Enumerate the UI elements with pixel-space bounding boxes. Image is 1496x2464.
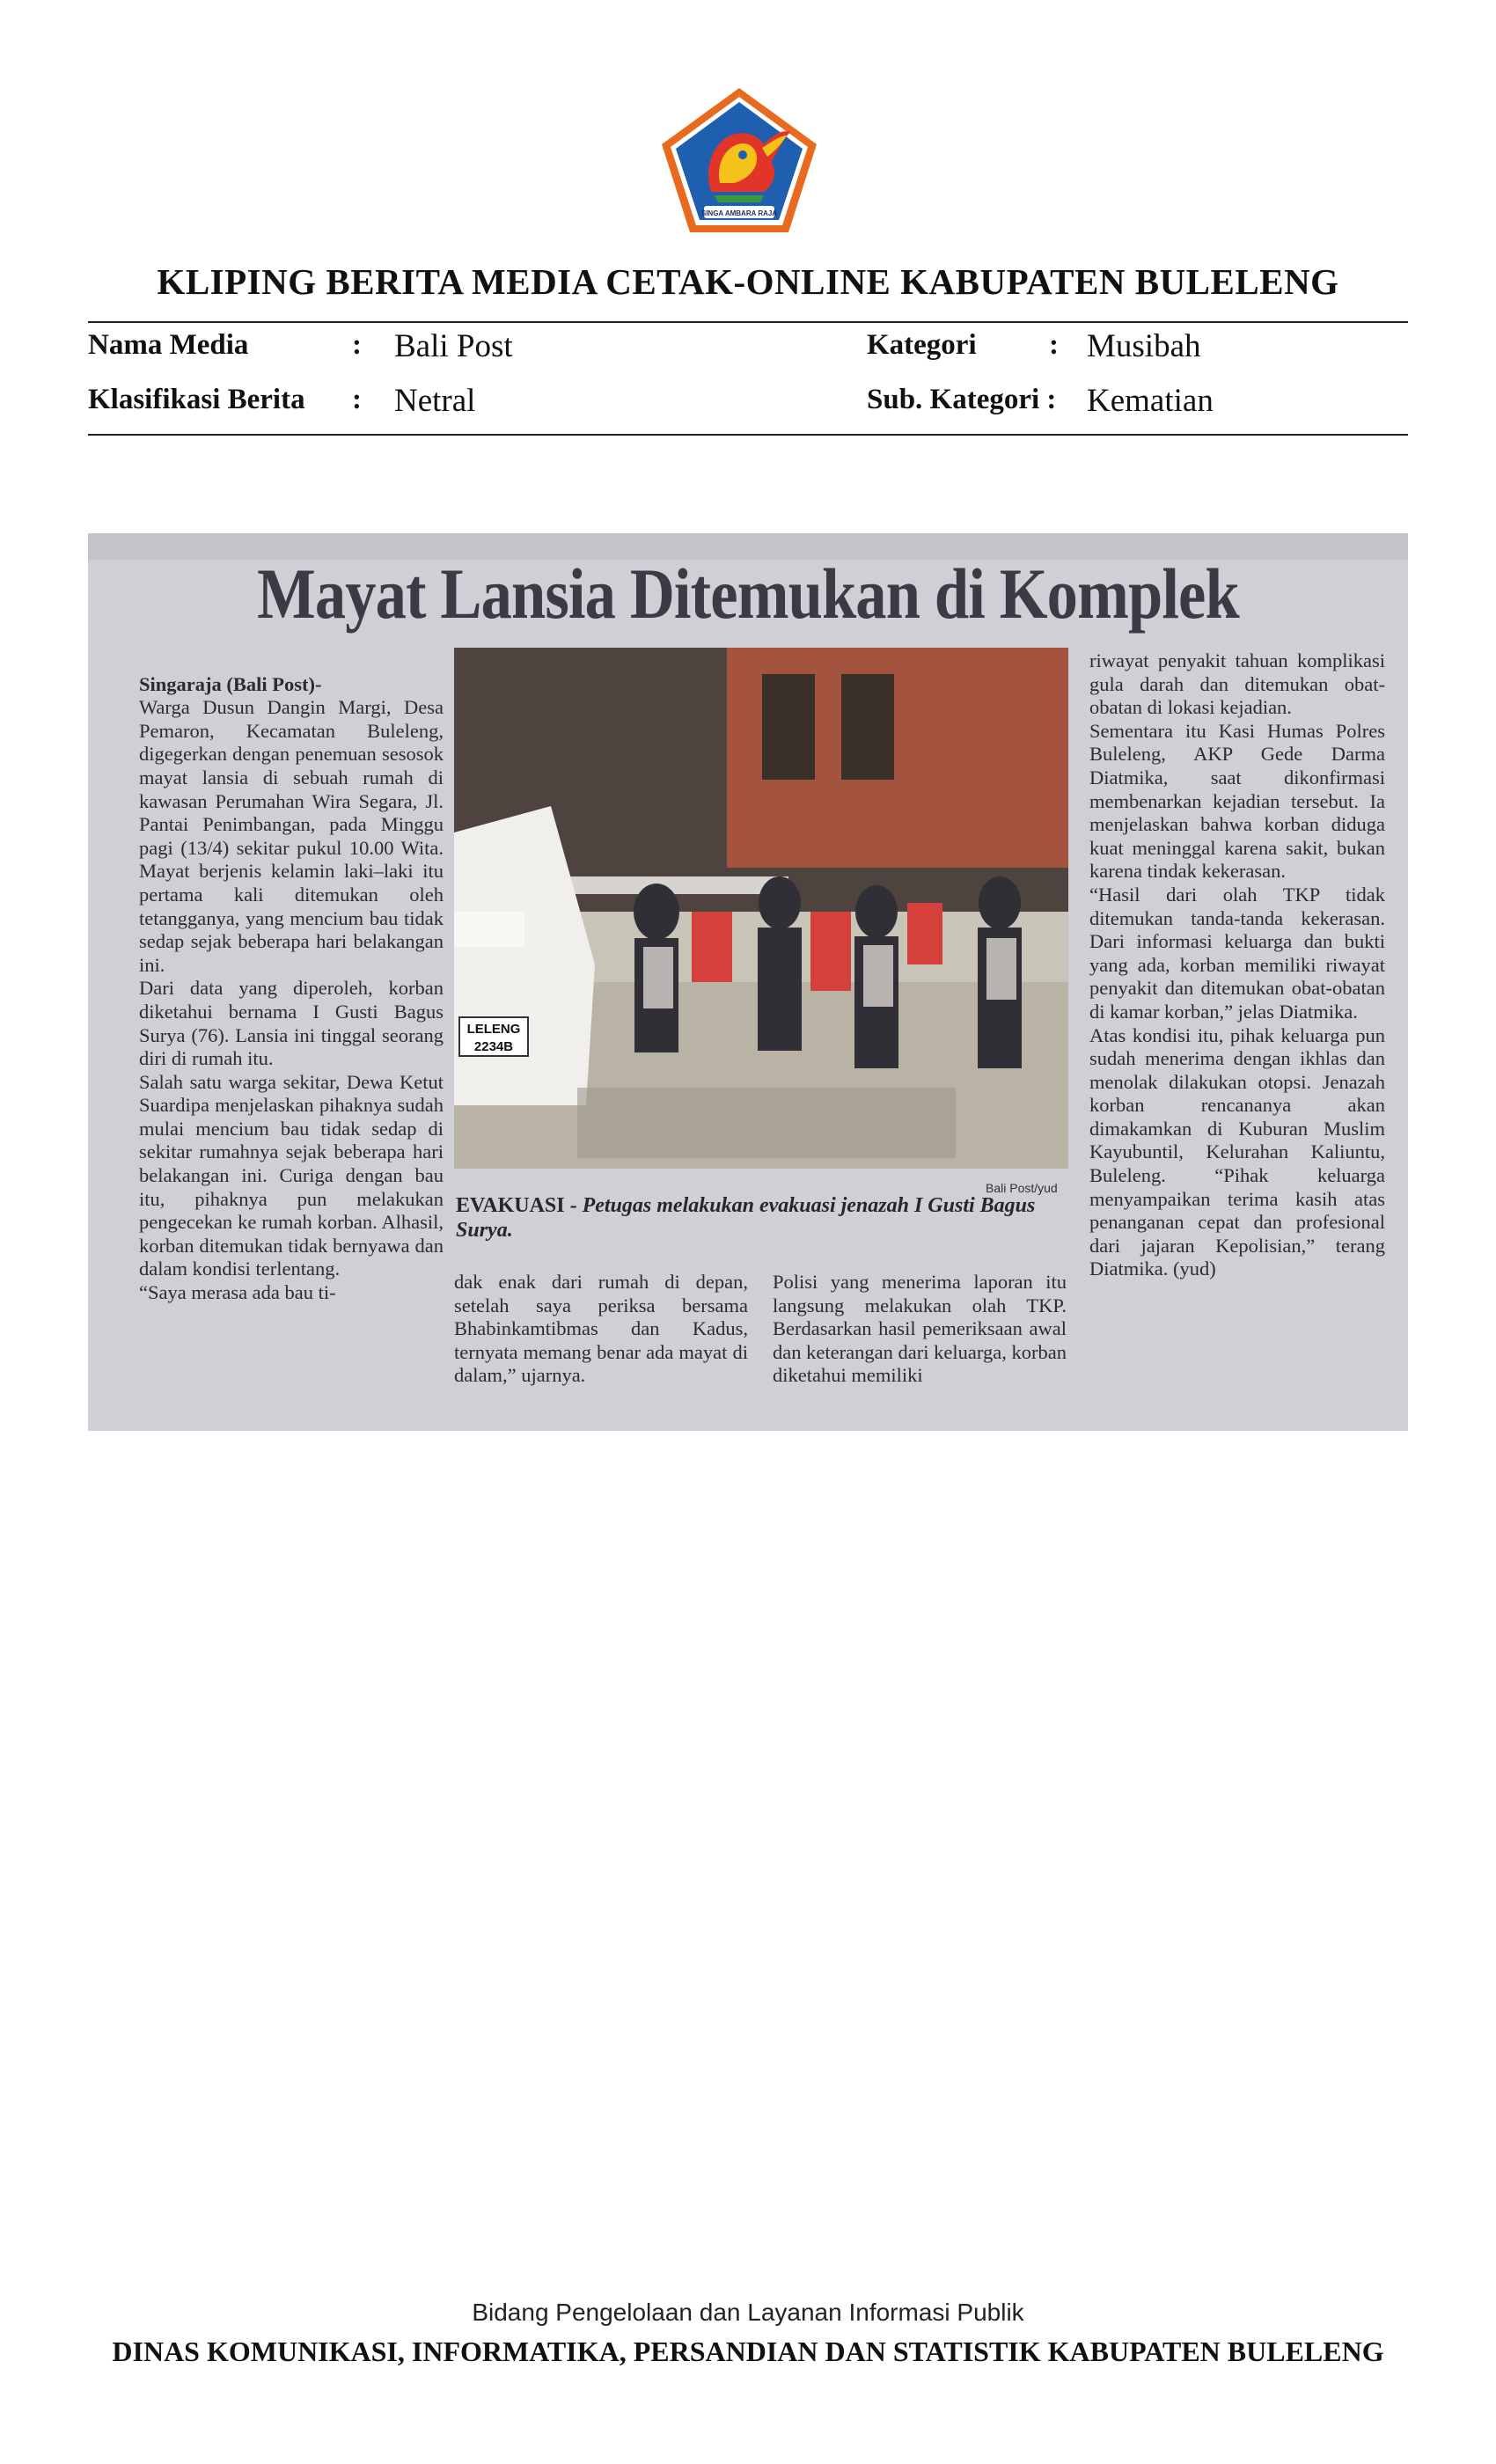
kategori-colon: : [1049,329,1059,361]
article-dateline: Singaraja (Bali Post)- [139,672,322,695]
footer-department: Bidang Pengelolaan dan Layanan Informasi Publik [472,2299,1024,2326]
media-colon: : [352,329,362,361]
article-column-1 [139,649,444,1305]
klasifikasi-colon: : [352,384,362,415]
page-title: KLIPING BERITA MEDIA CETAK-ONLINE KABUPATEN BULELENG [157,261,1339,302]
kategori-label: Kategori [867,329,977,361]
article-column-1-text: Warga Dusun Dangin Margi, Desa Pemaron, Kecamatan Buleleng, digegerkan dengan penemuan sesosok mayat lansia di sebuah rumah di kawasan Perumahan Wira Segara, Jl. Pantai Penimbangan, pada Minggu pagi (13/4) sekitar pukul 10.00 Wita. Mayat berjenis kelamin laki–laki itu pertama kali ditemukan oleh tetangganya, yang mencium bau tidak sedap sejak beberapa hari belakangan ini. Dari data yang diperoleh, korban diketahui bernama I Gusti Bagus Surya (76). Lansia ini tinggal seorang diri di rumah itu. Salah satu warga sekitar, Dewa Ketut Suardipa menjelaskan pihaknya sudah mulai mencium bau tidak sedap di sekitar rumahnya sejak beberapa hari belakangan ini. Curiga dengan bau itu, pihaknya pun melakukan pengecekan ke rumah korban. Alhasil, korban ditemukan tidak bernyawa dan dalam kondisi terlentang. “Saya merasa ada bau ti- [139,696,444,1304]
klasifikasi-label: Klasifikasi Berita [88,384,305,415]
buleleng-logo [658,86,820,236]
header-divider-top [88,321,1408,323]
evacuation-photo-icon [454,648,1068,1169]
subkategori-value: Kematian [1087,383,1214,419]
photo-caption [456,1193,1067,1243]
subkategori-label: Sub. Kategori : [867,384,1057,415]
footer-agency: DINAS KOMUNIKASI, INFORMATIKA, PERSANDIAN DAN STATISTIK KABUPATEN BULELENG [112,2336,1384,2367]
klasifikasi-value: Netral [394,383,476,419]
news-clipping [88,533,1408,1431]
photo-credit: Bali Post/yud [986,1181,1058,1195]
caption-label: EVAKUASI - [456,1194,577,1217]
plate-number: 2234B [473,1039,514,1054]
article-photo [454,648,1068,1169]
plate-text: LELENG [466,1022,521,1037]
article-column-2: dak enak dari rumah di depan, setelah saya periksa bersama Bhabinkamtibmas dan Kadus, ternyata memang benar ada mayat di dalam,” ujarnya. [454,1271,748,1387]
article-column-4: riwayat penyakit tahuan komplikasi gula darah dan ditemukan obat-obatan di lokasi kejadian. Sementara itu Kasi Humas Polres Buleleng, AKP Gede Darma Diatmika, saat dikonfirmasi membenarkan kejadian tersebut. Ia menjelaskan bahwa korban diduga kuat meninggal karena sakit, bukan karena tindak kekerasan. “Hasil dari olah TKP tidak ditemukan tanda-tanda kekerasan. Dari informasi keluarga dan bukti yang ada, korban memiliki riwayat penyakit dan ditemukan obat-obatan di kamar korban,” jelas Diatmika. Atas kondisi itu, pihak keluarga pun sudah menerima dengan ikhlas dan menolak dilakukan otopsi. Jenazah korban rencananya akan dimakamkan di Kuburan Muslim Kayubuntil, Kelurahan Kaliuntu, Buleleng. “Pihak keluarga menyampaikan terima kasih atas penanganan cepat dan profesional dari jajaran Kepolisian,” terang Diatmika. (yud) [1089,649,1385,1280]
header-divider-bottom [88,434,1408,436]
media-label: Nama Media [88,329,249,361]
media-value: Bali Post [394,328,513,364]
logo-ribbon-text: SINGA AMBARA RAJA [700,209,778,217]
kategori-value: Musibah [1087,328,1201,364]
singa-ambara-raja-emblem-icon [658,86,820,236]
article-headline: Mayat Lansia Ditemukan di Komplek [257,554,1239,634]
article-column-3: Polisi yang menerima laporan itu langsung melakukan olah TKP. Berdasarkan hasil pemeriksaan awal dan keterangan dari keluarga, korban diketahui memiliki [773,1271,1067,1387]
caption-text: Petugas melakukan evakuasi jenazah I Gusti Bagus Surya. [456,1194,1036,1242]
